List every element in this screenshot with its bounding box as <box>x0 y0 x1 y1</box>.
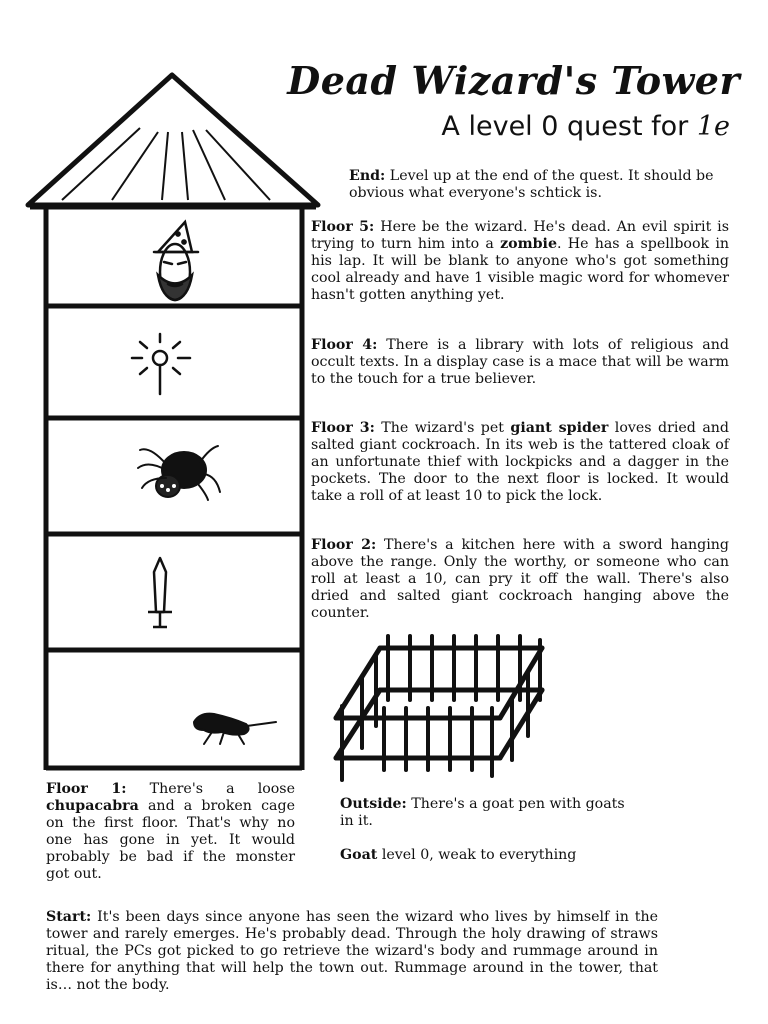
floor1-section <box>46 781 295 883</box>
outside-text: There's a goat pen with goats in it. <box>340 796 625 829</box>
floor3-text-a: The wizard's pet <box>374 420 511 436</box>
floor4-text: There is a library with lots of religious and occult texts. In a display case is a mace that will be warm to the touch for a true believer. <box>311 337 729 387</box>
end-text: Level up at the end of the quest. It should be obvious what everyone's schtick is. <box>349 168 714 201</box>
outside-section <box>340 796 630 830</box>
outside-label: Outside: <box>340 796 407 812</box>
goat-label: Goat <box>340 847 378 863</box>
floor5-section <box>311 219 729 304</box>
floor2-section <box>311 537 729 622</box>
spider-icon <box>138 446 220 500</box>
start-section <box>46 909 658 994</box>
start-text: It's been days since anyone has seen the wizard who lives by himself in the tower and rarely emerges. He's probably dead. Through the holy drawing of straws ritual, the PCs got picked to go retrieve the wizard's body and rummage around in there for anything that will help the town out. Rummage around in the tower, that is… not the body. <box>46 909 658 993</box>
floor5-text-b: . He has a spellbook in his lap. It will be blank to anyone who's got something cool already and have 1 visible magic word for whomever hasn't gotten anything yet. <box>311 236 729 303</box>
chupacabra-icon <box>194 714 276 744</box>
floor1-bold: chupacabra <box>46 798 139 814</box>
glowing-mace-icon <box>132 334 190 394</box>
floor3-text-b: loves dried and salted giant cockroach. In its web is the tattered cloak of an unfortunate thief with lockpicks and a dagger in the pockets. The door to the next floor is locked. It would take a roll of at least 10 to pick the lock. <box>311 420 730 504</box>
floor4-section <box>311 337 729 388</box>
goat-stat-line <box>340 847 640 864</box>
floor4-label: Floor 4: <box>311 337 378 353</box>
floor5-bold: zombie <box>500 236 557 252</box>
floor2-label: Floor 2: <box>311 537 377 553</box>
floor1-label: Floor 1: <box>46 781 127 797</box>
sword-icon <box>148 558 172 627</box>
floor3-label: Floor 3: <box>311 420 375 436</box>
subtitle-system: 1e <box>696 111 730 142</box>
floor1-text-a: There's a loose <box>126 781 295 797</box>
wizard-head-icon <box>154 222 198 300</box>
end-section <box>349 168 729 202</box>
goat-pen-icon <box>336 636 542 780</box>
floor3-bold: giant spider <box>510 420 609 436</box>
page-subtitle <box>300 112 730 142</box>
page-title: Dead Wizard's Tower <box>287 58 740 103</box>
end-label: End: <box>349 168 386 184</box>
subtitle-main: A level 0 quest for <box>441 111 697 142</box>
goat-text: level 0, weak to everything <box>377 847 577 863</box>
floor2-text: There's a kitchen here with a sword hanging above the range. Only the worthy, or someone who can roll at least a 10, can pry it off the wall. There's also dried and salted giant cockroach hanging above the counter. <box>311 537 730 621</box>
floor3-section <box>311 420 729 505</box>
floor5-label: Floor 5: <box>311 219 375 235</box>
floor1-text-b: and a broken cage on the first floor. That's why no one has gone in yet. It would probably be bad if the monster got out. <box>46 798 295 882</box>
start-label: Start: <box>46 909 92 925</box>
floor5-text-a: Here be the wizard. He's dead. An evil spirit is trying to turn him into a <box>311 219 729 252</box>
